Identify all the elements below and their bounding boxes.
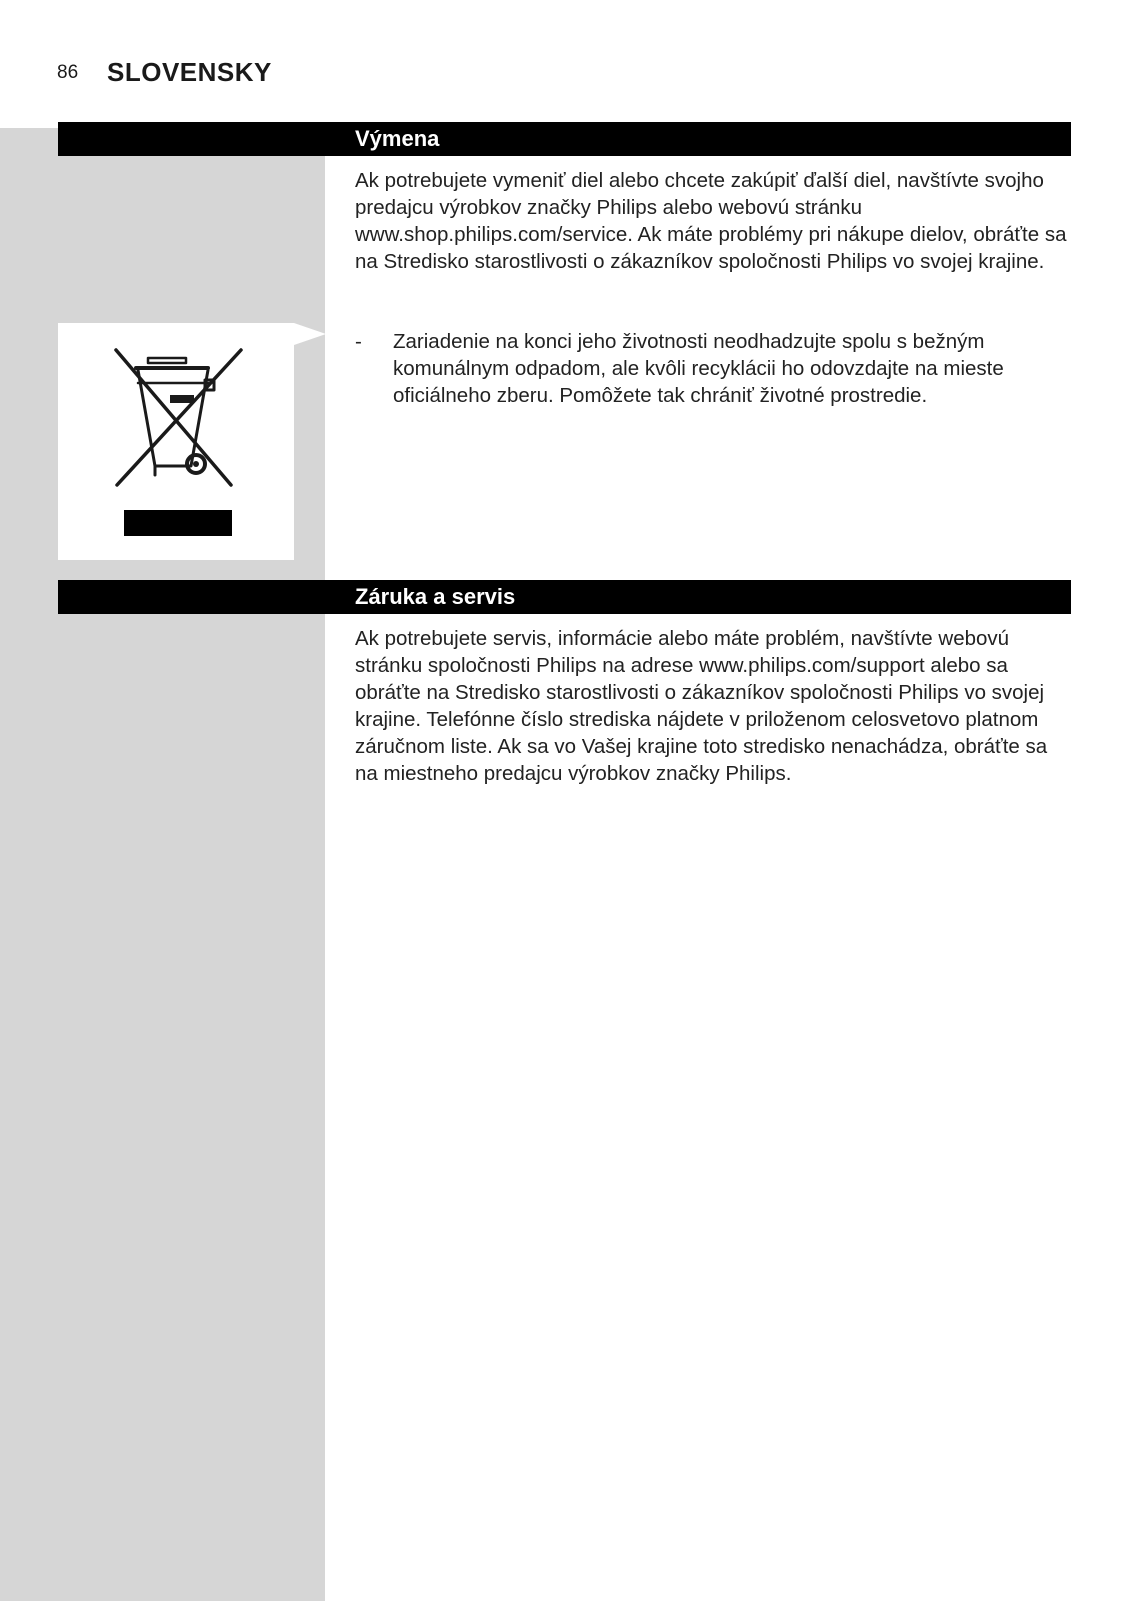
crossed-out-wheelie-bin-icon bbox=[58, 323, 294, 560]
section-bar-vymena bbox=[58, 122, 1071, 156]
section-title-zaruka: Záruka a servis bbox=[355, 584, 516, 609]
section-bar-zaruka bbox=[58, 580, 1071, 614]
bullet-text: Zariadenie na konci jeho životnosti neodhadzujte spolu s bežným komunálnym odpadom, ale kvôli recyklácii ho odovzdajte na mieste oficiálneho zberu. Pomôžete tak chrániť životné prostredie. bbox=[393, 330, 1004, 407]
language-heading: SLOVENSKY bbox=[107, 57, 272, 87]
weee-figure bbox=[58, 323, 294, 560]
bullet-dash: - bbox=[355, 330, 362, 353]
paragraph-vymena: Ak potrebujete vymeniť diel alebo chcete zakúpiť ďalší diel, navštívte svojho predajcu výrobkov značky Philips alebo webovú stránku www.shop.philips.com/service. Ak máte problémy pri nákupe dielov, obráťte sa na Stredisko starostlivosti o zákazníkov spoločnosti Philips vo svojej krajine. bbox=[355, 169, 1067, 273]
paragraph-zaruka: Ak potrebujete servis, informácie alebo máte problém, navštívte webovú stránku spoločnosti Philips na adrese www.philips.com/support alebo sa obráťte na Stredisko starostlivosti o zákazníkov spoločnosti Philips vo svojej krajine. Telefónne číslo strediska nájdete v priloženom celosvetovo platnom záručnom liste. Ak sa vo Vašej krajine toto stredisko nenachádza, obráťte sa na miestneho predajcu výrobkov značky Philips. bbox=[355, 627, 1048, 785]
figure-pointer bbox=[294, 323, 326, 345]
section-title-vymena: Výmena bbox=[355, 126, 440, 151]
page-number: 86 bbox=[57, 62, 79, 83]
